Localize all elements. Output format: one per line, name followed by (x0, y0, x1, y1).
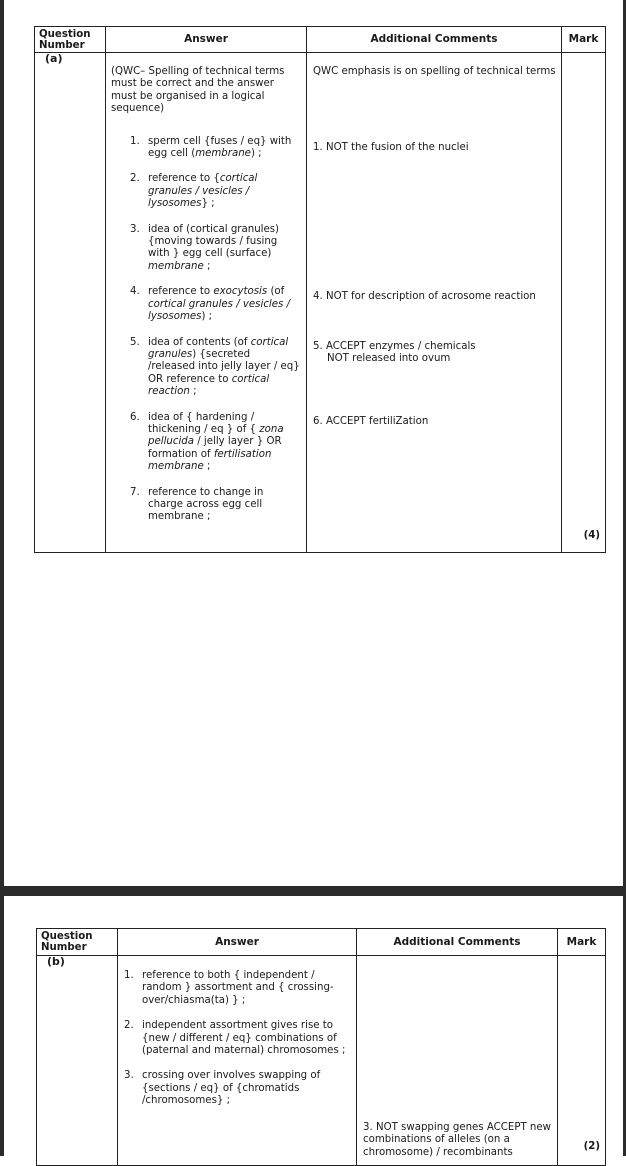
answer-item: 2. reference to {cortical granules / vesicles / lysosomes} ; (130, 173, 258, 210)
answer-text: idea of { hardening / thickening / eq } of { zona pellucida / jelly layer } OR formation of fertilisation membrane ; (148, 411, 284, 473)
answer-text: independent assortment gives rise to {new / different / eq} combinations of (paternal and maternal) chromosomes ; (142, 1020, 346, 1057)
question-label: (a) (35, 53, 106, 553)
answer-text: idea of (cortical granules) {moving towards / fusing with } egg cell (surface) membrane ; (148, 223, 280, 272)
comment-1: 1. NOT the fusion of the nuclei (313, 142, 469, 153)
answer-text: reference to change in charge across egg cell membrane ; (148, 486, 264, 523)
answer-item: 3. crossing over involves swapping of {sections / eq} of {chromatids /chromosomes} ; (124, 1070, 321, 1107)
viewer-left-edge (0, 896, 4, 1156)
header-comments: Additional Comments (357, 929, 558, 956)
answer-item: 1. sperm cell {fuses / eq} with egg cell (membrane) ; (130, 135, 292, 160)
answer-item: 1. reference to both { independent / random } assortment and { crossing-over/chiasma(ta) } ; (124, 970, 334, 1006)
page-separator (0, 886, 626, 896)
viewer-left-edge (0, 0, 4, 886)
comment-6: 6. ACCEPT fertiliZation (313, 416, 429, 427)
table-header-row (37, 929, 606, 956)
answer-item: 3. idea of (cortical granules) {moving towards / fusing with } egg cell (surface) membrane ; (130, 223, 280, 272)
answer-item: 2. independent assortment gives rise to {new / different / eq} combinations of (paternal and maternal) chromosomes ; (124, 1020, 346, 1057)
question-label: (b) (37, 956, 118, 1166)
answer-text: sperm cell {fuses / eq} with egg cell (membrane) ; (148, 135, 292, 160)
table-row-b (37, 956, 606, 1166)
answer-text: crossing over involves swapping of {sections / eq} of {chromatids /chromosomes} ; (142, 1070, 321, 1107)
header-answer: Answer (118, 929, 357, 956)
answer-item: 6. idea of { hardening / thickening / eq } of { zona pellucida / jelly layer } OR formation of fertilisation membrane ; (130, 411, 284, 473)
comments-cell-a (307, 53, 562, 553)
header-mark: Mark (558, 929, 606, 956)
answer-text: reference to both { independent / random } assortment and { crossing-over/chiasma(ta) } ; (142, 970, 334, 1006)
qwc-note: (QWC– Spelling of technical terms must be correct and the answer must be organised in a logical sequence) (111, 66, 285, 115)
answer-text: reference to exocytosis (of cortical granules / vesicles / lysosomes) ; (148, 286, 290, 323)
mark-cell-a (562, 53, 606, 553)
header-answer: Answer (106, 27, 307, 53)
mark-scheme-page-2 (0, 896, 626, 1156)
mark-scheme-table-b (36, 928, 606, 1166)
answer-cell-a (106, 53, 307, 553)
answer-text: idea of contents (of cortical granules) {secreted /released into jelly layer / eq} OR reference to cortical reaction ; (148, 336, 300, 398)
answer-item: 4. reference to exocytosis (of cortical granules / vesicles / lysosomes) ; (130, 286, 290, 323)
comments-cell-b (357, 956, 558, 1166)
comment-4: 4. NOT for description of acrosome reaction (313, 291, 536, 302)
answer-text: reference to {cortical granules / vesicles / lysosomes} ; (148, 173, 258, 210)
answer-item: 7. reference to change in charge across egg cell membrane ; (130, 486, 264, 523)
header-question-number: Question Number (37, 929, 118, 956)
mark-value: (4) (583, 529, 600, 541)
table-row-a (35, 53, 606, 553)
header-comments: Additional Comments (307, 27, 562, 53)
header-question-number: Question Number (35, 27, 106, 53)
comment-3: 3. NOT swapping genes ACCEPT new combinations of alleles (on a chromosome) / recombinants (363, 1121, 551, 1158)
mark-cell-b (558, 956, 606, 1166)
comment-5: 5. ACCEPT enzymes / chemicals NOT released into ovum (313, 341, 476, 365)
answer-item: 5. idea of contents (of cortical granules) {secreted /released into jelly layer / eq} OR reference to cortical reaction ; (130, 336, 300, 398)
table-header-row (35, 27, 606, 53)
mark-value: (2) (583, 1140, 600, 1152)
answer-cell-b (118, 956, 357, 1166)
header-mark: Mark (562, 27, 606, 53)
mark-scheme-table-a (34, 26, 606, 553)
qwc-comment: QWC emphasis is on spelling of technical terms (313, 66, 556, 77)
